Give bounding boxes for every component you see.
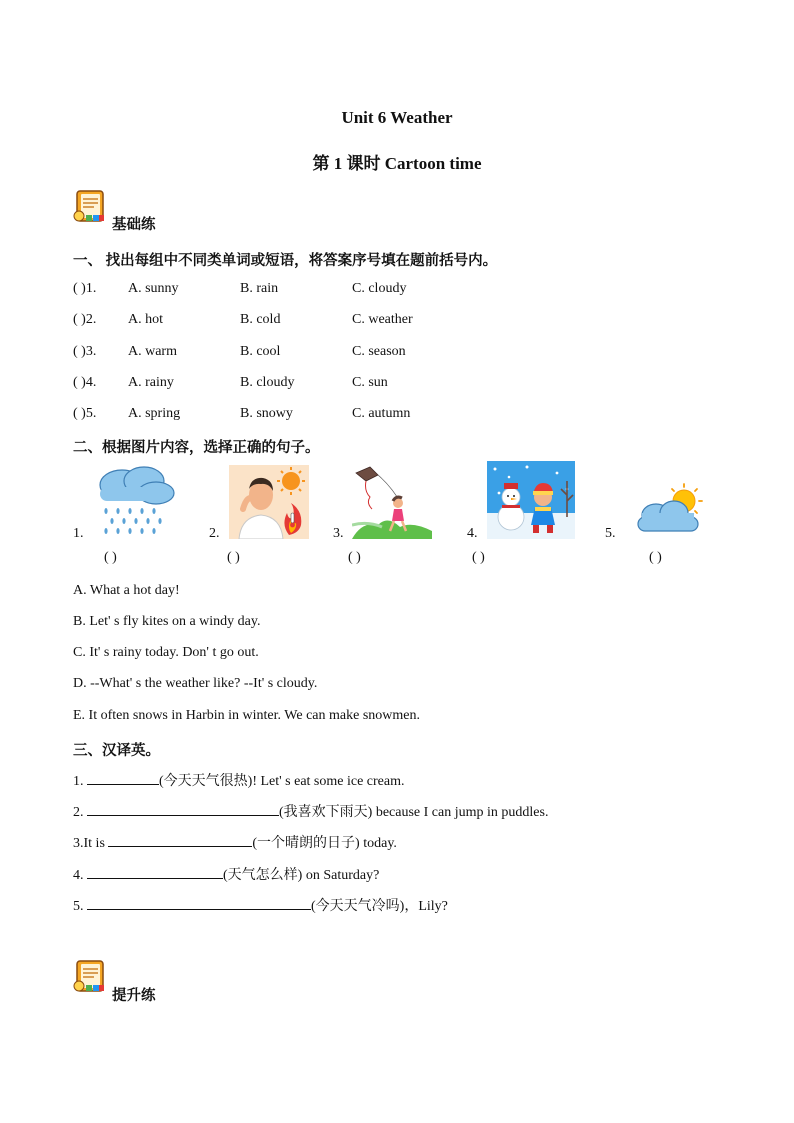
- picture-number: 3.: [333, 526, 344, 541]
- translation-item: 5. (今天天气冷吗)，Lily?: [73, 895, 448, 915]
- part1-heading: 一、 找出每组中不同类单词或短语，将答案序号填在题前括号内。: [73, 253, 498, 269]
- page-subtitle: 第 1 课时 Cartoon time: [312, 154, 482, 173]
- answer-paren[interactable]: ( ): [649, 550, 662, 565]
- option-d: D. --What' s the weather like? --It' s cloudy.: [73, 676, 318, 691]
- part2-heading: 二、根据图片内容，选择正确的句子。: [73, 440, 320, 456]
- notebook-icon: [72, 189, 108, 225]
- answer-blank[interactable]: [108, 832, 252, 847]
- part3-heading: 三、汉译英。: [73, 743, 160, 759]
- answer-paren[interactable]: ( ): [227, 550, 240, 565]
- answer-blank[interactable]: [87, 770, 159, 785]
- translation-item: 1. (今天天气很热)! Let' s eat some ice cream.: [73, 770, 405, 790]
- answer-paren[interactable]: ( ): [104, 550, 117, 565]
- option-e: E. It often snows in Harbin in winter. We can make snowmen.: [73, 708, 420, 723]
- rain-cloud-picture: [92, 463, 178, 541]
- answer-paren[interactable]: ( ): [348, 550, 361, 565]
- answer-blank[interactable]: [87, 801, 279, 816]
- hot-day-picture: [229, 465, 309, 539]
- answer-paren[interactable]: ( ): [472, 550, 485, 565]
- option-c: C. It' s rainy today. Don' t go out.: [73, 645, 259, 660]
- section-basic-label: 基础练: [112, 217, 156, 233]
- option-b: B. Let' s fly kites on a windy day.: [73, 614, 261, 629]
- picture-number: 4.: [467, 526, 478, 541]
- cloudy-sun-picture: [634, 483, 708, 535]
- translation-item: 4. (天气怎么样) on Saturday?: [73, 864, 379, 884]
- answer-blank[interactable]: [87, 895, 311, 910]
- picture-number: 1.: [73, 526, 84, 541]
- picture-number: 2.: [209, 526, 220, 541]
- notebook-icon: [72, 959, 108, 995]
- translation-item: 3.It is (一个晴朗的日子) today.: [73, 832, 397, 852]
- section-advanced-label: 提升练: [112, 988, 156, 1004]
- option-a: A. What a hot day!: [73, 583, 180, 598]
- translation-item: 2. (我喜欢下雨天) because I can jump in puddles.: [73, 801, 548, 821]
- snowman-picture: [487, 461, 575, 539]
- picture-number: 5.: [605, 526, 616, 541]
- answer-blank[interactable]: [87, 864, 223, 879]
- page-title: Unit 6 Weather: [341, 108, 453, 127]
- windy-day-picture: [352, 465, 436, 539]
